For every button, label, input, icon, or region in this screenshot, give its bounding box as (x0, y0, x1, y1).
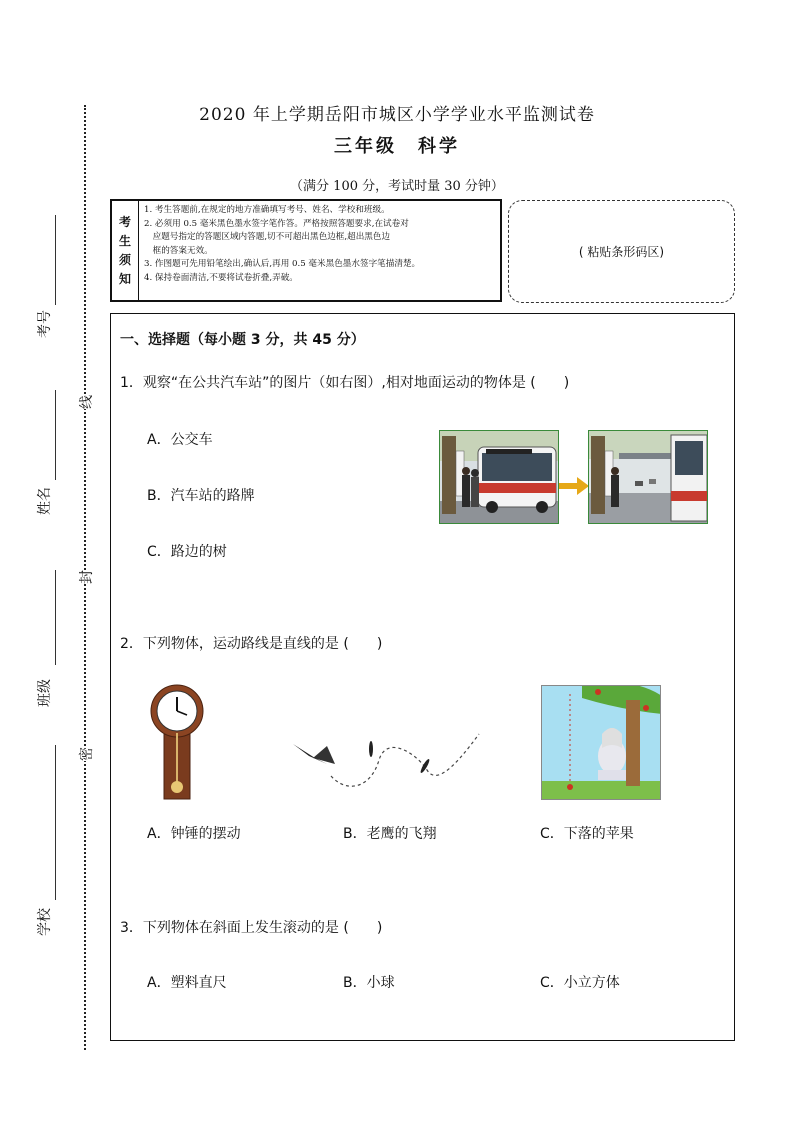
label-school: 学校 (37, 908, 53, 936)
notice-head-char: 考 (118, 214, 131, 229)
q3-option-a[interactable]: A．塑料直尺 (147, 975, 227, 991)
label-name: 姓名 (37, 487, 53, 515)
seal-char-line: 线 (76, 395, 96, 409)
q1-stem: 1．观察“在公共汽车站”的图片（如右图）,相对地面运动的物体是 ( ) (120, 375, 570, 391)
notice-item: 3. 作图题可先用铅笔绘出,确认后,再用 0.5 毫米黑色墨水签字笔描清楚。 (144, 259, 421, 270)
notice-head-char: 生 (118, 233, 131, 248)
exam-title: 2020 年上学期岳阳市城区小学学业水平监测试卷 (199, 105, 595, 125)
notice-item: 2. 必须用 0.5 毫米黑色墨水签字笔作答。严格按照答题要求,在试卷对 (144, 218, 409, 229)
notice-item: 应题号指定的答题区域内答题,切不可超出黑色边框,超出黑色边 (144, 232, 391, 243)
q1-option-a[interactable]: A．公交车 (147, 432, 213, 448)
exam-subtitle: 三年级 科学 (334, 136, 460, 157)
label-exam-number: 考号 (37, 310, 53, 338)
bus-station-photo-1 (439, 430, 559, 524)
notice-head-char: 须 (118, 252, 131, 267)
q2-option-b[interactable]: B．老鹰的飞翔 (343, 826, 437, 842)
seal-char-seal: 封 (76, 570, 96, 584)
q2-option-c[interactable]: C．下落的苹果 (540, 826, 634, 842)
barcode-label: ( 粘贴条形码区) (578, 245, 665, 259)
q1-option-c[interactable]: C．路边的树 (147, 544, 227, 560)
q3-stem: 3．下列物体在斜面上发生滚动的是 ( ) (120, 920, 383, 936)
notice-heading (112, 201, 139, 300)
candidate-notice (110, 199, 502, 302)
arrow-icon (559, 477, 589, 499)
section-heading: 一、选择题（每小题 3 分，共 45 分） (120, 332, 365, 348)
falling-apple-image (541, 685, 661, 800)
barcode-paste-area[interactable] (508, 200, 735, 303)
blank-exam-number (55, 215, 56, 305)
blank-class (55, 570, 56, 665)
q2-option-a[interactable]: A．钟锤的摆动 (147, 826, 241, 842)
label-class: 班级 (37, 679, 53, 707)
eagle-flight-image (287, 724, 483, 808)
score-note: （满分 100 分，考试时量 30 分钟） (290, 179, 504, 194)
q2-stem: 2．下列物体，运动路线是直线的是 ( ) (120, 636, 383, 652)
notice-items (139, 201, 500, 300)
notice-item: 1. 考生答题前,在规定的地方准确填写考号、姓名、学校和班级。 (144, 205, 390, 215)
q1-option-b[interactable]: B．汽车站的路牌 (147, 488, 255, 504)
blank-name (55, 390, 56, 480)
seal-char-secret: 密 (76, 747, 96, 761)
bus-station-photo-2 (588, 430, 708, 524)
blank-school (55, 745, 56, 900)
notice-head-char: 知 (118, 271, 131, 286)
q3-option-c[interactable]: C．小立方体 (540, 975, 620, 991)
pendulum-clock-image (150, 683, 206, 807)
q3-option-b[interactable]: B．小球 (343, 975, 395, 991)
notice-item: 框的答案无效。 (144, 245, 213, 256)
notice-item: 4. 保持卷面清洁,不要将试卷折叠,弄破。 (144, 272, 298, 283)
